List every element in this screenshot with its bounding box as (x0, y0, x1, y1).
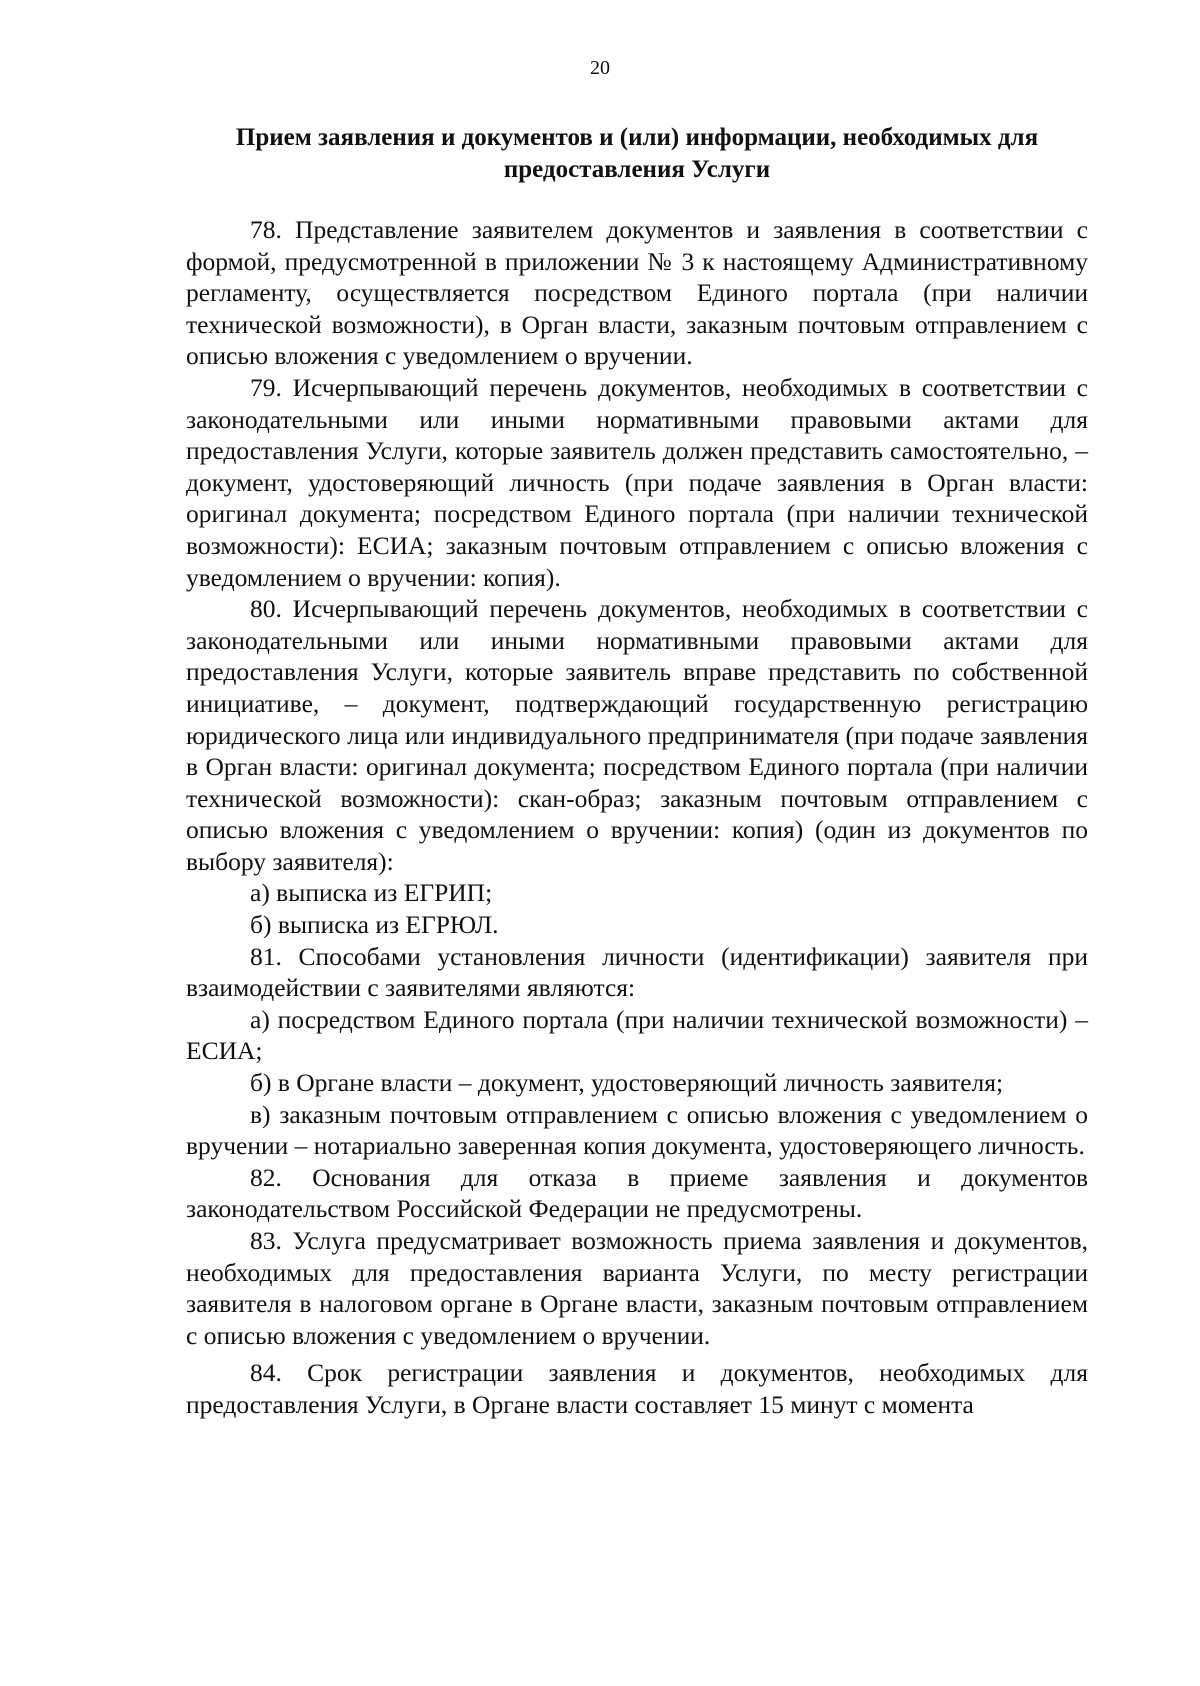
list-item-post: в) заказным почтовым отправлением с описью вложения с уведомлением о вручении – нотариально заверенная копия документа, удостоверяющего личность. (186, 1099, 1088, 1161)
paragraph-83: 83. Услуга предусматривает возможность приема заявления и документов, необходимых для предоставления варианта Услуги, по месту регистрации заявителя в налоговом органе в Органе власти, заказным почтовым отправлением с описью вложения с уведомлением о вручении. (186, 1226, 1088, 1350)
section-heading (186, 122, 1088, 186)
list-item-egrip: а) выписка из ЕГРИП; (250, 878, 493, 908)
paragraph-78: 78. Представление заявителем документов и заявления в соответствии с формой, предусмотренной в приложении № 3 к настоящему Административному регламенту, осуществляется посредством Единого портала (при наличии технической возможности), в Орган власти, заказным почтовым отправлением с описью вложения с уведомлением о вручении. (186, 215, 1088, 371)
page-number: 20 (590, 57, 610, 79)
document-body (186, 214, 1088, 1421)
paragraph-79: 79. Исчерпывающий перечень документов, необходимых в соответствии с законодательными или иными нормативными правовыми актами для предоставления Услуги, которые заявитель должен представить самостоятельно, – документ, удостоверяющий личность (при подаче заявления в Орган власти: оригинал документа; посредством Единого портала (при наличии технической возможности): ЕСИА; заказным почтовым отправлением с описью вложения с уведомлением о вручении: копия). (186, 372, 1088, 592)
list-item-egrul: б) выписка из ЕГРЮЛ. (250, 910, 499, 940)
section-heading-line-2: предоставления Услуги (503, 156, 771, 183)
paragraph-84: 84. Срок регистрации заявления и документов, необходимых для предоставления Услуги, в Органе власти составляет 15 минут с момента (186, 1358, 1088, 1419)
paragraph-82: 82. Основания для отказа в приеме заявления и документов законодательством Российской Федерации не предусмотрены. (186, 1162, 1088, 1224)
section-heading-line-1: Прием заявления и документов и (или) информации, необходимых для (235, 124, 1039, 151)
list-item-organ: б) в Органе власти – документ, удостоверяющий личность заявителя; (250, 1068, 1004, 1098)
list-item-esia: а) посредством Единого портала (при наличии технической возможности) – ЕСИА; (186, 1004, 1088, 1066)
paragraph-81: 81. Способами установления личности (идентификации) заявителя при взаимодействии с заявителями являются: (186, 941, 1088, 1003)
paragraph-80: 80. Исчерпывающий перечень документов, необходимых в соответствии с законодательными или иными нормативными правовыми актами для предоставления Услуги, которые заявитель вправе представить по собственной инициативе, – документ, подтверждающий государственную регистрацию юридического лица или индивидуального предпринимателя (при подаче заявления в Орган власти: оригинал документа; посредством Единого портала (при наличии технической возможности): скан-образ; заказным почтовым отправлением с описью вложения с уведомлением о вручении: копия) (один из документов по выбору заявителя): (186, 594, 1088, 876)
